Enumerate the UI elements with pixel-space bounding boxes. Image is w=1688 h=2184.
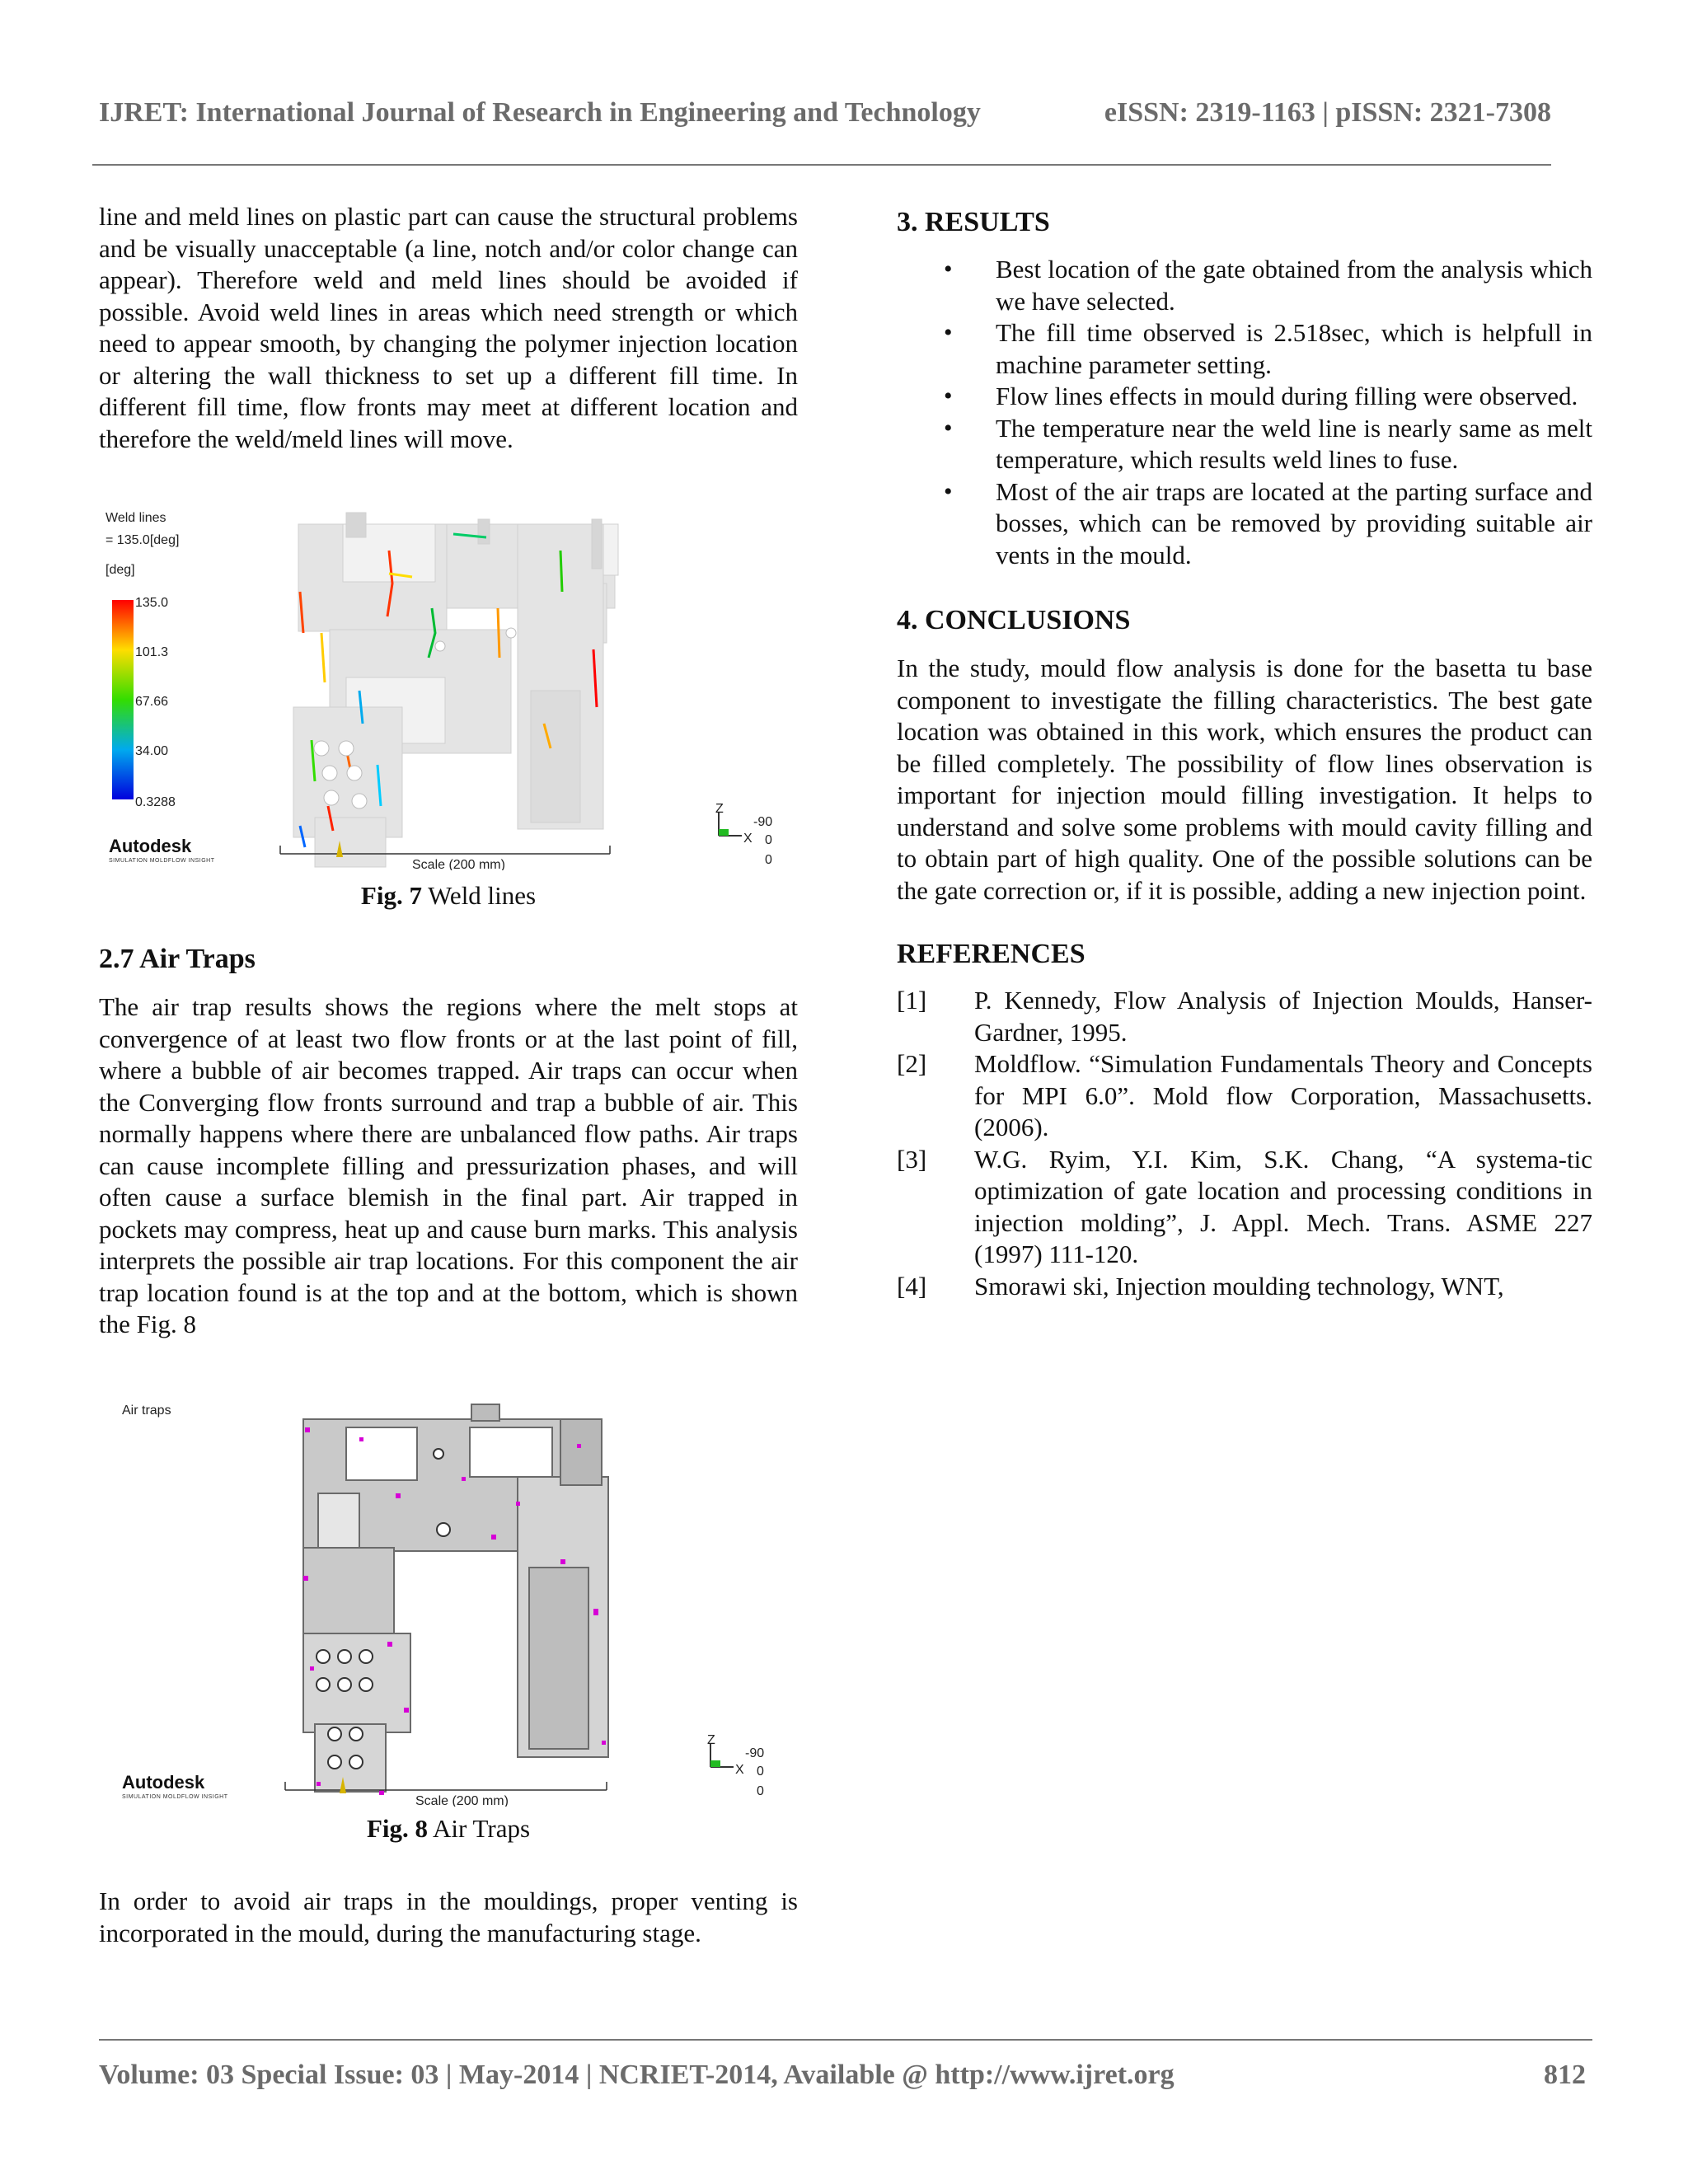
reference-item [897,985,1592,1048]
fig7-axis-x: X [743,832,753,846]
fig7-brand: Autodesk [109,836,192,856]
fig7-rot-2: 0 [765,833,772,847]
fig7-caption-text: Weld lines [428,881,537,910]
section-heading-conclusions: 4. CONCLUSIONS [897,605,1131,635]
paragraph-weld-lines: line and meld lines on plastic part can cause the structural problems and be visually unacceptable (a line, notch and/or color change can appear). Therefore weld and meld lines should be avoided if possible. Avoid weld lines in areas which need strength or which need to appear smooth, by changing the polymer injection location or altering the wall thickness to set up a different fill time. In different fill time, flow fronts may meet at different location and therefore the weld/meld lines will move. [99,202,798,453]
left-column [99,201,798,455]
list-item: • Best location of the gate obtained from the analysis which we have selected. [897,254,1592,317]
fig8-rot-2: 0 [757,1765,764,1779]
figure-air-traps [99,1394,798,1807]
page-number: 812 [1544,2060,1586,2090]
reference-number: [2] [897,1049,927,1078]
fig8-rot-1: -90 [745,1746,765,1760]
reference-number: [3] [897,1144,927,1174]
weld-lines-plot [99,501,798,870]
running-header [99,97,1551,137]
reference-number: [1] [897,986,927,1015]
reference-item [897,1048,1592,1144]
fig7-scale-label: Scale (200 mm) [412,858,505,870]
fig7-title: Weld lines [106,511,166,525]
fig8-rot-3: 0 [757,1784,764,1798]
air-traps-plot [99,1394,798,1807]
fig8-axis-triad-icon [710,1744,734,1767]
fig8-caption [99,1813,798,1845]
section-heading-results: 3. RESULTS [897,207,1050,237]
list-item: • Most of the air traps are located at the parting surface and bosses, which can be removed by providing suitable air vents in the mould. [897,476,1592,572]
fig8-scale-label: Scale (200 mm) [415,1794,509,1807]
fig7-brand-sub: SIMULATION MOLDFLOW INSIGHT [109,858,215,864]
color-legend-bar [112,600,134,799]
fig8-title: Air traps [122,1404,171,1418]
issn: eISSN: 2319-1163 | pISSN: 2321-7308 [1104,97,1551,128]
list-item: • The temperature near the weld line is nearly same as melt temperature, which results weld lines to fuse. [897,413,1592,476]
fig7-axis-triad-icon [719,813,742,836]
header-rule [92,164,1551,166]
fig8-brand: Autodesk [122,1772,205,1793]
paragraph-air-traps: The air trap results shows the regions where the melt stops at convergence of at least two flow fronts or at the last point of fill, where a bubble of air becomes trapped. Air traps can occur when the Converging flow fronts surround and trap a bubble of air. This normally happens where there are unbalanced flow paths. Air traps can cause incomplete filling and pressurization phases, and will often cause a surface blemish in the final part. Air trapped in pockets may compress, heat up and cause burn marks. This analysis interprets the possible air trap locations. For this component the air trap location found is at the top and at the bottom, which is shown the Fig. 8 [99,992,798,1338]
paragraph-conclusions: In the study, mould flow analysis is done for the basetta tu base component to investigate the filling characteristics. The best gate location was obtained in this work, which ensures the product can be filled completely. The possibility of flow lines observation is important for injection mould filling investigation. It helps to understand and solve some problems with mould cavity filling and to obtain part of high quality. One of the possible solutions can be the gate correction or, if it is possible, adding a new injection point. [897,654,1592,905]
reference-text: Moldflow. “Simulation Fundamentals Theory and Concepts for MPI 6.0”. Mold flow Corporation, Massachusetts. (2006). [974,1049,1592,1141]
fig7-rot-1: -90 [753,815,773,829]
legend-tick-3: 67.66 [135,695,169,709]
fig8-brand-sub: SIMULATION MOLDFLOW INSIGHT [122,1794,228,1800]
reference-text: Smorawi ski, Injection moulding technology, WNT, [974,1271,1504,1301]
reference-text: W.G. Ryim, Y.I. Kim, S.K. Chang, “A systema-tic optimization of gate location and processing conditions in injection molding”, J. Appl. Mech. Trans. ASME 227 (1997) 111-120. [974,1144,1592,1268]
air-traps-section [99,943,798,1341]
fig7-value: = 135.0[deg] [106,533,180,547]
reference-item [897,1271,1592,1303]
running-footer [99,2060,1592,2091]
venting-paragraph-block [99,1886,798,1949]
fig7-caption [99,880,798,912]
legend-tick-2: 101.3 [135,645,169,659]
footer-volume-info: Volume: 03 Special Issue: 03 | May-2014 | NCRIET-2014, Available @ http://www.ijret.org [99,2060,1175,2090]
section-heading-references: REFERENCES [897,939,1085,969]
fig8-caption-number: Fig. 8 [366,1814,428,1843]
reference-text: P. Kennedy, Flow Analysis of Injection Moulds, Hanser- Gardner, 1995. [974,986,1592,1047]
figure-weld-lines [99,501,798,870]
references-list [897,985,1592,1302]
reference-number: [4] [897,1271,927,1301]
list-item: • The fill time observed is 2.518sec, which is helpfull in machine parameter setting. [897,317,1592,381]
paragraph-venting: In order to avoid air traps in the mouldings, proper venting is incorporated in the mould, during the manufacturing stage. [99,1886,798,1947]
reference-item [897,1144,1592,1271]
part-model [293,513,618,867]
fig7-rot-3: 0 [765,853,772,867]
fig7-axis-z: Z [715,802,724,816]
results-list [897,254,1592,571]
fig8-caption-text: Air Traps [433,1814,531,1843]
fig8-axis-z: Z [707,1733,715,1747]
footer-rule [99,2039,1592,2041]
right-column [897,206,1592,1302]
journal-name: IJRET: International Journal of Research in Engineering and Technology [99,97,981,128]
section-heading-air-traps: 2.7 Air Traps [99,944,256,974]
fig7-caption-number: Fig. 7 [360,881,422,910]
legend-tick-5: 0.3288 [135,795,176,809]
legend-tick-1: 135.0 [135,596,169,610]
list-item: • Flow lines effects in mould during filling were observed. [897,381,1592,413]
fig7-unit: [deg] [106,563,135,577]
legend-tick-4: 34.00 [135,744,169,758]
fig8-axis-x: X [735,1763,744,1777]
